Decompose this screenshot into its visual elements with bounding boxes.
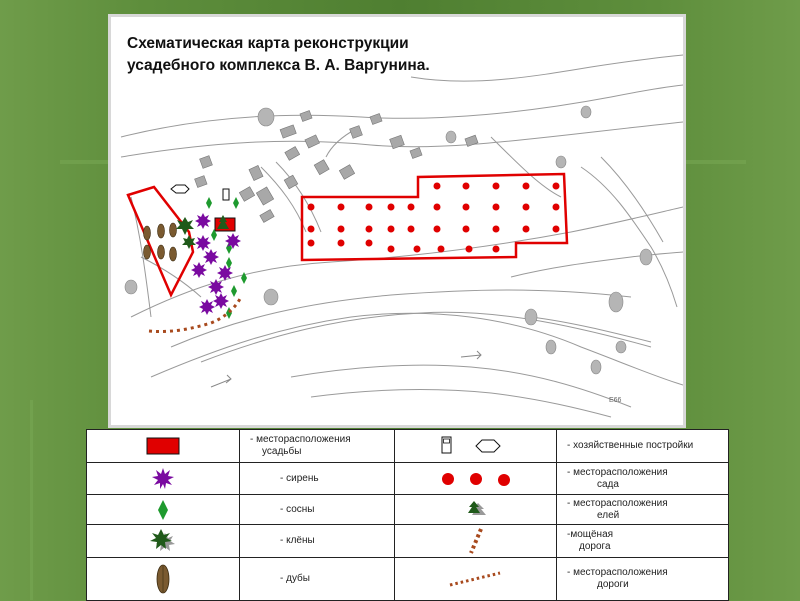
slide-stripe-right: [686, 160, 746, 164]
garden-dot: [366, 204, 373, 211]
legend-table: [86, 429, 729, 601]
garden-dot: [338, 226, 345, 233]
outbuilding-marker: [223, 189, 229, 200]
garden-dot: [463, 204, 470, 211]
garden-dot: [408, 204, 415, 211]
maple-icon: [148, 527, 178, 555]
garden-dot: [493, 204, 500, 211]
tree-grey: [581, 106, 591, 118]
map-title-line-1: Схематическая карта реконструкции: [127, 35, 409, 52]
garden-dot: [388, 246, 395, 253]
contour-7: [601, 157, 663, 242]
garden-dot: [523, 183, 530, 190]
schematic-map: [111, 17, 683, 425]
garden-dot: [338, 240, 345, 247]
legend-paved-road-symbol: [395, 525, 557, 558]
slide-stripe-left: [60, 160, 110, 164]
building: [256, 187, 273, 205]
building: [410, 148, 422, 159]
garden-dot: [523, 204, 530, 211]
contour-4: [511, 252, 683, 277]
homestead-icon: [145, 435, 181, 457]
legend-road-label: - месторасположения дороги: [557, 558, 729, 601]
building: [260, 210, 274, 223]
legend-garden-label: - месторасположения сада: [557, 463, 729, 495]
building: [314, 160, 329, 175]
legend-lilac-label: - сирень: [240, 463, 395, 495]
legend-lilac-symbol: [87, 463, 240, 495]
legend-garden-symbol: [395, 463, 557, 495]
oak: [144, 226, 151, 240]
slide-stripe-vertical: [30, 400, 33, 600]
legend-maple-label: - клёны: [240, 525, 395, 558]
oak-icon: [153, 562, 173, 596]
lilac: [203, 249, 219, 265]
lilac: [217, 265, 233, 281]
building: [284, 175, 298, 189]
contour-5: [531, 317, 651, 342]
building: [195, 176, 207, 188]
oak: [158, 245, 165, 259]
garden-dot: [463, 183, 470, 190]
river-mid-1: [171, 290, 631, 347]
garden-dot: [366, 240, 373, 247]
building: [350, 126, 363, 139]
fir-icon: [464, 499, 488, 521]
building: [200, 156, 213, 169]
arrow-mark: [461, 351, 481, 359]
garden-dot: [388, 204, 395, 211]
legend-maple-symbol: [87, 525, 240, 558]
maple: [182, 235, 196, 249]
garden-dot: [438, 246, 445, 253]
garden-dot: [463, 226, 470, 233]
pine-icon: [155, 499, 171, 521]
tree-grey: [446, 131, 456, 143]
contour-1: [121, 85, 683, 137]
legend-pine-label: - сосны: [240, 495, 395, 525]
building: [370, 114, 382, 125]
garden-dot: [408, 226, 415, 233]
lilac-icon: [151, 467, 175, 491]
contour-6: [581, 167, 677, 307]
garden-dot: [308, 240, 315, 247]
legend-oak-symbol: [87, 558, 240, 601]
building: [285, 147, 300, 161]
contour-8: [291, 365, 631, 407]
garden-dot: [434, 226, 441, 233]
river-bank-upper: [131, 207, 683, 317]
legend-fir-symbol: [395, 495, 557, 525]
oak: [170, 247, 177, 261]
garden-dot: [434, 183, 441, 190]
garden-dot: [414, 246, 421, 253]
legend-homestead-label: - месторасположения усадьбы: [240, 430, 395, 463]
lilac: [195, 235, 211, 251]
garden-dot: [466, 246, 473, 253]
outbuilding-hexagon-marker: [171, 185, 189, 193]
arrow-mark: [211, 375, 231, 387]
pine: [206, 197, 212, 209]
garden-dot: [493, 183, 500, 190]
river-bank-lower: [151, 313, 683, 385]
lilac: [208, 279, 224, 295]
legend-homestead-symbol: [87, 430, 240, 463]
scale-label: Е66: [609, 397, 622, 404]
map-frame: [108, 14, 686, 428]
garden-dot: [338, 204, 345, 211]
tree-grey: [258, 108, 274, 126]
garden-dot: [434, 204, 441, 211]
pine: [233, 197, 239, 209]
lilac: [225, 233, 241, 249]
building: [305, 135, 320, 148]
river-mid-2: [201, 312, 651, 362]
legend-pine-symbol: [87, 495, 240, 525]
homestead-boundary: [128, 187, 193, 295]
tree-grey: [591, 360, 601, 374]
road-icon: [446, 567, 506, 591]
lilac: [195, 213, 211, 229]
garden-dot: [553, 183, 560, 190]
building: [339, 165, 354, 180]
tree-grey: [125, 280, 137, 294]
lilac: [199, 299, 215, 315]
legend-road-symbol: [395, 558, 557, 601]
legend-fir-label: - месторасположения елей: [557, 495, 729, 525]
map-title-line-2: усадебного комплекса В. А. Варгунина.: [127, 57, 430, 74]
lilac: [213, 293, 229, 309]
legend-oak-label: - дубы: [240, 558, 395, 601]
garden-dot: [308, 204, 315, 211]
garden-dot: [388, 226, 395, 233]
map-title: [127, 33, 547, 77]
garden-icon: [436, 469, 516, 489]
tree-grey: [556, 156, 566, 168]
garden-dot: [308, 226, 315, 233]
lilac: [191, 262, 207, 278]
building: [280, 125, 296, 138]
garden-dot: [493, 226, 500, 233]
garden-dot: [366, 226, 373, 233]
oak: [144, 245, 151, 259]
pine: [231, 285, 237, 297]
building: [300, 111, 312, 122]
legend-paved-road-label: -мощёная дорога: [557, 525, 729, 558]
legend: [86, 429, 728, 600]
paved-road-icon: [461, 526, 491, 556]
garden-dot: [523, 226, 530, 233]
oak: [158, 224, 165, 238]
building: [249, 165, 263, 180]
garden-dot: [553, 226, 560, 233]
garden-dot: [553, 204, 560, 211]
garden-dot: [493, 246, 500, 253]
building: [239, 187, 254, 202]
outbuildings-icon: [436, 435, 516, 457]
contour-9: [311, 390, 611, 417]
tree-grey: [525, 309, 537, 325]
tree-grey: [264, 289, 278, 305]
tree-grey: [609, 292, 623, 312]
pine: [226, 257, 232, 269]
tree-grey: [640, 249, 652, 265]
tree-grey: [546, 340, 556, 354]
lane-6: [141, 257, 201, 297]
pine: [226, 307, 232, 319]
building: [465, 135, 478, 146]
oak: [170, 223, 177, 237]
tree-grey: [616, 341, 626, 353]
legend-outbuildings-label: - хозяйственные постройки: [557, 430, 729, 463]
legend-outbuildings-symbol: [395, 430, 557, 463]
